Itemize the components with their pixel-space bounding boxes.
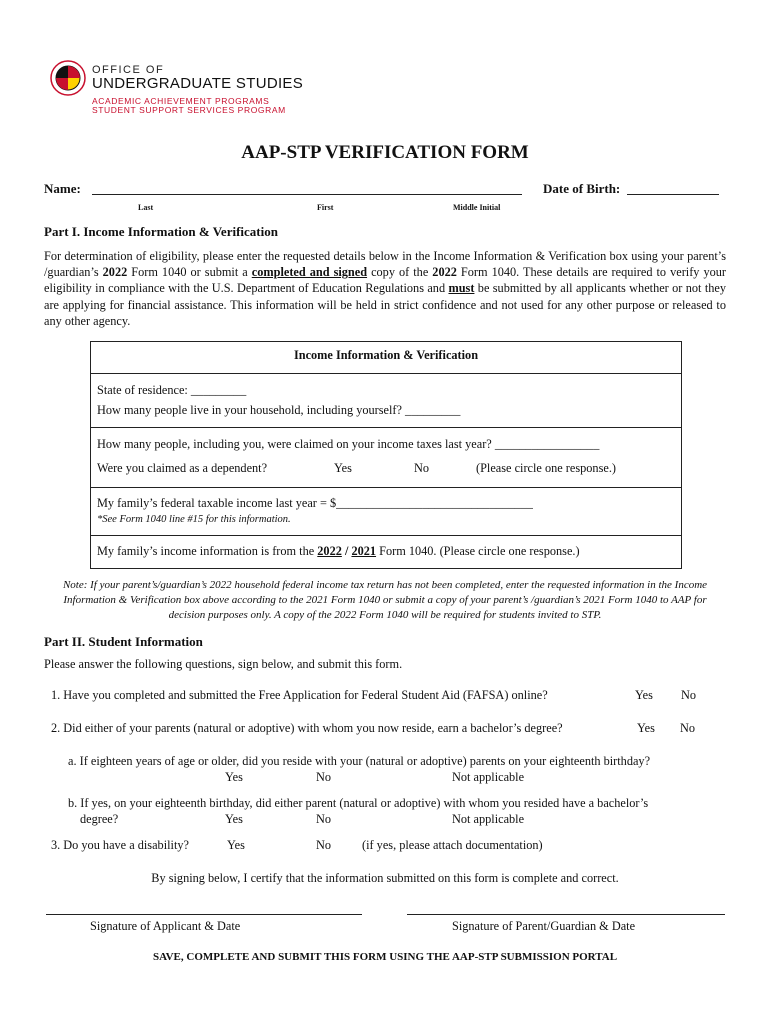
last-sublabel: Last	[138, 203, 154, 212]
org-line-1: OFFICE OF	[92, 64, 165, 76]
q3-no-option[interactable]: No	[316, 838, 332, 852]
question-3: 3. Do you have a disability?	[51, 838, 189, 852]
dob-label: Date of Birth:	[543, 181, 621, 196]
question-1: 1. Have you completed and submitted the Free Application for Federal Student Aid (FAFSA) online?	[51, 688, 548, 702]
q2a-not-applicable-option[interactable]: Not applicable	[452, 770, 525, 784]
q2b-no-option[interactable]: No	[316, 812, 332, 826]
taxable-income-field[interactable]: My family’s federal taxable income last year = $________________________________	[97, 496, 533, 510]
q1-yes-option[interactable]: Yes	[635, 688, 653, 702]
part1-heading: Part I. Income Information & Verification	[44, 224, 278, 239]
program-names	[92, 97, 286, 115]
applicant-signature-label: Signature of Applicant & Date	[90, 919, 241, 933]
question-2: 2. Did either of your parents (natural or adoptive) with whom you now reside, earn a bachelor’s degree?	[51, 721, 563, 735]
claimed-count-field[interactable]: How many people, including you, were claimed on your income taxes last year? _________________	[97, 437, 600, 451]
org-line-2: UNDERGRADUATE STUDIES	[92, 75, 304, 92]
q2-no-option[interactable]: No	[680, 721, 696, 735]
attach-documentation-note: (if yes, please attach documentation)	[362, 838, 543, 852]
q1-no-option[interactable]: No	[681, 688, 697, 702]
box-heading: Income Information & Verification	[293, 348, 479, 362]
program-line-2: STUDENT SUPPORT SERVICES PROGRAM	[92, 105, 286, 115]
circle-instruction: (Please circle one response.)	[476, 461, 616, 475]
certify-statement: By signing below, I certify that the information submitted on this form is complete and correct.	[151, 871, 619, 885]
name-field[interactable]	[92, 194, 522, 195]
note-text: Note: If your parent’s/guardian’s 2022 household federal income tax return has not been completed, enter the requested information in the Income Information & Verification box above according to the 2021 Form 1040 or submit a copy of your parent’s /guardian’s 2021 Form 1040 to AAP for decision purposes only. A copy of the 2022 Form 1040 will be required for students invited to STP.	[62, 579, 708, 621]
part2-heading: Part II. Student Information	[44, 634, 203, 649]
q2b-not-applicable-option[interactable]: Not applicable	[452, 812, 525, 826]
income-year-question: My family’s income information is from the 2022 / 2021 Form 1040. (Please circle one response.)	[97, 544, 580, 558]
question-2b-line1: b. If yes, on your eighteenth birthday, did either parent (natural or adoptive) with whom you resided have a bachelor’s	[68, 796, 649, 810]
year-2022-option[interactable]: 2022	[317, 544, 342, 558]
q3-yes-option[interactable]: Yes	[227, 838, 245, 852]
household-size-field[interactable]: How many people live in your household, including yourself? _________	[97, 403, 461, 417]
question-2b-line2: degree?	[80, 812, 119, 826]
state-of-residence-field[interactable]: State of residence: _________	[97, 383, 247, 397]
name-label: Name:	[44, 181, 81, 196]
form-title: AAP-STP VERIFICATION FORM	[241, 142, 529, 163]
q2b-yes-option[interactable]: Yes	[225, 812, 243, 826]
income-verification-box	[90, 341, 682, 569]
parent-signature-label: Signature of Parent/Guardian & Date	[452, 919, 636, 933]
q2a-no-option[interactable]: No	[316, 770, 332, 784]
first-sublabel: First	[317, 203, 334, 212]
form-1040-hint: *See Form 1040 line #15 for this information.	[97, 514, 291, 525]
dependent-question: Were you claimed as a dependent?	[97, 461, 268, 475]
parent-signature-line[interactable]	[407, 914, 725, 915]
year-2021-option[interactable]: 2021	[351, 544, 377, 558]
part1-paragraph: For determination of eligibility, please enter the requested details below in the Income Information & Verification box using your parent’s /guardian’s 2022 Form 1040 or submit a completed and signed copy of the 2022 Form 1040. These details are required to verify your eligibility in compliance with the U.S. Department of Education Regulations and must be submitted by all applicants whether or not they are applying for financial assistance. This information will be held in strict confidence and not used for any other purpose or released to any other agency.	[44, 249, 727, 328]
part2-intro: Please answer the following questions, sign below, and submit this form.	[44, 657, 403, 671]
dependent-no-option[interactable]: No	[414, 461, 430, 475]
applicant-signature-line[interactable]	[46, 914, 362, 915]
q2a-yes-option[interactable]: Yes	[225, 770, 243, 784]
university-seal-logo	[50, 60, 86, 96]
q2-yes-option[interactable]: Yes	[637, 721, 655, 735]
dob-field[interactable]	[627, 194, 719, 195]
question-2a: a. If eighteen years of age or older, did you reside with your (natural or adoptive) parents on your eighteenth birthday?	[68, 754, 651, 768]
submission-instruction: SAVE, COMPLETE AND SUBMIT THIS FORM USING THE AAP-STP SUBMISSION PORTAL	[152, 951, 618, 963]
middle-initial-sublabel: Middle Initial	[453, 203, 501, 212]
program-line-1: ACADEMIC ACHIEVEMENT PROGRAMS	[92, 96, 270, 106]
dependent-yes-option[interactable]: Yes	[334, 461, 352, 475]
